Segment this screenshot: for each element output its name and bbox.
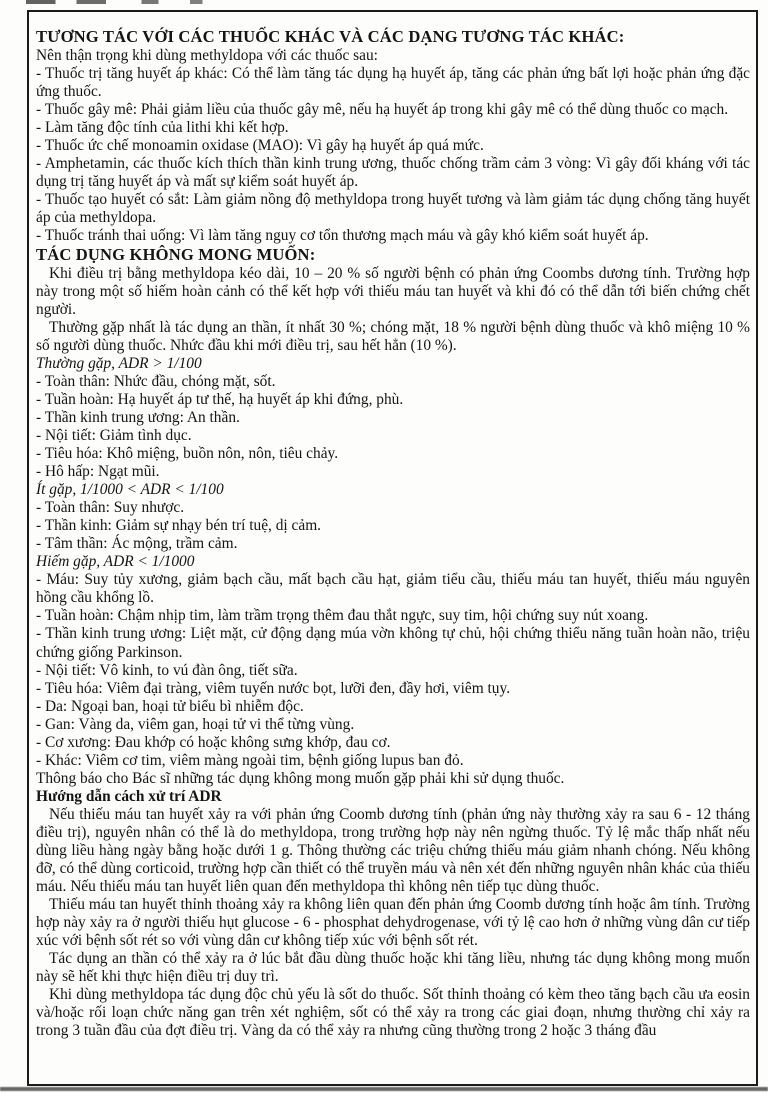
list-item: - Thuốc tạo huyết có sắt: Làm giảm nồng độ methyldopa trong huyết tương và làm giảm tác dụng chống tăng huyết áp của methyldopa. <box>36 190 750 226</box>
document-body <box>36 27 750 1041</box>
list-item: - Gan: Vàng da, viêm gan, hoại tử vi thể từng vùng. <box>36 715 355 733</box>
list-item: - Máu: Suy tủy xương, giảm bạch cầu, mất bạch cầu hạt, giảm tiểu cầu, thiếu máu tan huyết, thiếu máu nguyên hồng cầu khổng lồ. <box>36 571 750 607</box>
list-item: - Thuốc trị tăng huyết áp khác: Có thể làm tăng tác dụng hạ huyết áp, tăng các phản ứng bất lợi hoặc phản ứng đặc ứng thuốc. <box>36 64 750 100</box>
list-item: - Thần kinh trung ương: An thần. <box>36 408 240 426</box>
paragraph: Khi điều trị bằng methyldopa kéo dài, 10 – 20 % số người bệnh có phản ứng Coombs dương tính. Trường hợp này trong một số hiếm hoàn cảnh có thể kết hợp với thiếu máu tan huyết và khi đó có thể dẫn tới biến chứng chết người. <box>36 264 750 318</box>
list-item: - Tâm thần: Ác mộng, trầm cảm. <box>36 535 238 553</box>
list-item: - Thuốc ức chế monoamin oxidase (MAO): Vì gây hạ huyết áp quá mức. <box>36 136 484 154</box>
section-heading: TÁC DỤNG KHÔNG MONG MUỐN: <box>36 245 316 265</box>
list-item: - Khác: Viêm cơ tim, viêm màng ngoài tim, bệnh giống lupus ban đỏ. <box>36 751 464 769</box>
paragraph: Thường gặp nhất là tác dụng an thần, ít nhất 30 %; chóng mặt, 18 % người bệnh dùng thuốc và khô miệng 10 % số người dùng thuốc. Nhức đầu khi mới điều trị, sau hết hẳn (10 %). <box>36 318 750 354</box>
paragraph: Tác dụng an thần có thể xảy ra ở lúc bắt đầu dùng thuốc hoặc khi tăng liều, nhưng tác dụng không mong muốn này sẽ hết khi thực hiện điều trị duy trì. <box>36 950 750 986</box>
list-item: - Tuần hoàn: Hạ huyết áp tư thế, hạ huyết áp khi đứng, phù. <box>36 390 404 408</box>
paragraph: Nếu thiếu máu tan huyết xảy ra với phản ứng Coomb dương tính (phản ứng này thường xảy ra sau 6 - 12 tháng điều trị), nguyên nhân có thể là do methyldopa, trong trường hợp này nên ngừng thuốc. Tỷ lệ mắc thấp nhất nếu dùng liều hàng ngày bằng hoặc dưới 1 g. Thông thường các triệu chứng thiếu máu giảm nhanh chóng. Nếu không đỡ, có thể dùng corticoid, trường hợp cần thiết có thể truyền máu và nên xét đến những nguyên nhân khác của thiếu máu. Nếu thiếu máu tan huyết liên quan đến methyldopa thì không nên tiếp tục dùng thuốc. <box>36 805 750 896</box>
paragraph: Thông báo cho Bác sĩ những tác dụng không mong muốn gặp phải khi sử dụng thuốc. <box>36 769 565 787</box>
list-item: - Toàn thân: Nhức đầu, chóng mặt, sốt. <box>36 372 276 390</box>
paragraph: Thiếu máu tan huyết thỉnh thoảng xảy ra không liên quan đến phản ứng Coomb dương tính hoặc âm tính. Trường hợp này xảy ra ở người thiếu hụt glucose - 6 - phosphat dehydrogenase, với tỷ lệ cao hơn ở những vùng dân cư tiếp xúc với bệnh sốt rét so với vùng dân cư không tiếp xúc với bệnh sốt rét. <box>36 896 750 950</box>
paragraph: Nên thận trọng khi dùng methyldopa với các thuốc sau: <box>36 46 378 64</box>
list-item: - Tiêu hóa: Viêm đại tràng, viêm tuyến nước bọt, lưỡi đen, đầy hơi, viêm tụy. <box>36 679 511 697</box>
frequency-subheading: Ít gặp, 1/1000 < ADR < 1/100 <box>36 481 224 499</box>
document-frame <box>27 10 758 1086</box>
list-item: - Toàn thân: Suy nhược. <box>36 499 185 517</box>
scan-artifact-bottom <box>0 1087 768 1091</box>
list-item: - Nội tiết: Giảm tình dục. <box>36 426 192 444</box>
paragraph: Khi dùng methyldopa tác dụng độc chủ yếu là sốt do thuốc. Sốt thỉnh thoảng có kèm theo tăng bạch cầu ưa eosin và/hoặc rối loạn chức năng gan trên xét nghiệm, sốt có thể xảy ra trong các giai đoạn, nhưng thường chỉ xảy ra trong 3 tuần đầu của đợt điều trị. Vàng da có thể xảy ra nhưng cũng thường trong 2 hoặc 3 tháng đầu <box>36 986 750 1040</box>
frequency-subheading: Thường gặp, ADR > 1/100 <box>36 354 202 372</box>
list-item: - Amphetamin, các thuốc kích thích thần kinh trung ương, thuốc chống trầm cảm 3 vòng: Vì gây đối kháng với tác dụng trị tăng huyết áp và mất sự kiểm soát huyết áp. <box>36 154 750 190</box>
list-item: - Tuần hoàn: Chậm nhịp tim, làm trầm trọng thêm đau thắt ngực, suy tim, hội chứng suy nút xoang. <box>36 607 649 625</box>
list-item: - Hô hấp: Ngạt mũi. <box>36 463 160 481</box>
list-item: - Thuốc gây mê: Phải giảm liều của thuốc gây mê, nếu hạ huyết áp trong khi gây mê có thể dùng thuốc co mạch. <box>36 100 729 118</box>
list-item: - Thần kinh: Giảm sự nhạy bén trí tuệ, dị cảm. <box>36 517 322 535</box>
list-item: - Nội tiết: Vô kinh, to vú đàn ông, tiết sữa. <box>36 661 298 679</box>
list-item: - Tiêu hóa: Khô miệng, buồn nôn, nôn, tiêu chảy. <box>36 444 339 462</box>
list-item: - Da: Ngoại ban, hoại tử biểu bì nhiễm độc. <box>36 697 304 715</box>
section-heading: TƯƠNG TÁC VỚI CÁC THUỐC KHÁC VÀ CÁC DẠNG TƯƠNG TÁC KHÁC: <box>36 27 625 46</box>
frequency-subheading: Hiếm gặp, ADR < 1/1000 <box>36 553 195 571</box>
list-item: - Thuốc tránh thai uống: Vì làm tăng nguy cơ tổn thương mạch máu và gây khó kiểm soát huyết áp. <box>36 226 649 244</box>
list-item: - Làm tăng độc tính của lithi khi kết hợp. <box>36 118 289 136</box>
scan-artifact-top <box>26 0 236 4</box>
section-heading: Hướng dẫn cách xử trí ADR <box>36 787 222 805</box>
list-item: - Thần kinh trung ương: Liệt mặt, cử động dạng múa vờn không tự chủ, hội chứng thiểu năng tuần hoàn não, triệu chứng giống Parkinson. <box>36 625 750 661</box>
list-item: - Cơ xương: Đau khớp có hoặc không sưng khớp, đau cơ. <box>36 733 391 751</box>
